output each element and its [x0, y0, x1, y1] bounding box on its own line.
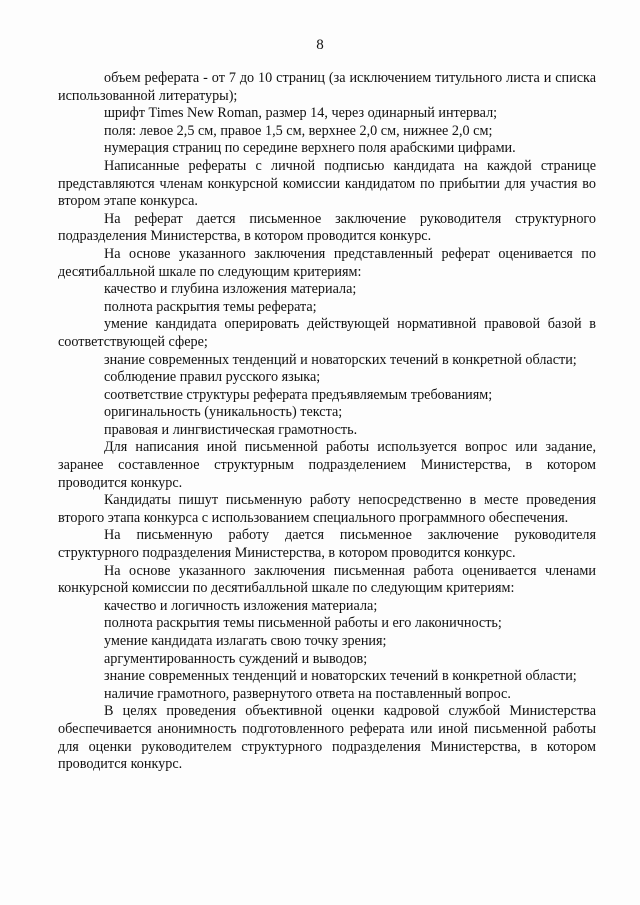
paragraph: На реферат дается письменное заключение руководителя структурного подразделения Министерства, в котором проводится конкурс. — [58, 210, 596, 245]
paragraph: правовая и лингвистическая грамотность. — [104, 421, 358, 438]
paragraph: оригинальность (уникальность) текста; — [104, 404, 343, 421]
paragraph: аргументированность суждений и выводов; — [104, 650, 368, 667]
paragraph: качество и логичность изложения материала; — [104, 597, 378, 614]
paragraph: Для написания иной письменной работы используется вопрос или задание, заранее составленное структурным подразделением Министерства, в котором проводится конкурс. — [58, 439, 596, 491]
paragraph: наличие грамотного, развернутого ответа на поставленный вопрос. — [104, 685, 511, 702]
page-number: 8 — [316, 37, 324, 53]
paragraph: шрифт Times New Roman, размер 14, через одинарный интервал; — [104, 105, 498, 122]
paragraph: На основе указанного заключения представленный реферат оценивается по десятибалльной шкале по следующим критериям: — [58, 245, 596, 280]
paragraph: В целях проведения объективной оценки кадровой службой Министерства обеспечивается анонимность подготовленного реферата или иной письменной работы для оценки руководителем структурного подразделения Министерства, в котором проводится конкурс. — [58, 703, 596, 773]
paragraph: нумерация страниц по середине верхнего поля арабскими цифрами. — [104, 140, 516, 157]
paragraph: умение кандидата оперировать действующей нормативной правовой базой в соответствующей сфере; — [58, 316, 596, 350]
paragraph: умение кандидата излагать свою точку зрения; — [104, 633, 387, 649]
paragraph: полнота раскрытия темы реферата; — [104, 298, 317, 315]
paragraph: знание современных тенденций и новаторских течений в конкретной области; — [104, 668, 577, 685]
document-body — [58, 70, 596, 774]
paragraph: соответствие структуры реферата предъявляемым требованиям; — [104, 386, 493, 403]
paragraph: качество и глубина изложения материала; — [104, 281, 357, 298]
paragraph: знание современных тенденций и новаторских течений в конкретной области; — [104, 351, 577, 368]
paragraph: соблюдение правил русского языка; — [104, 369, 321, 386]
paragraph: объем реферата - от 7 до 10 страниц (за исключением титульного листа и списка использованной литературы); — [58, 70, 596, 104]
paragraph: полнота раскрытия темы письменной работы и его лаконичность; — [104, 615, 502, 632]
paragraph: Кандидаты пишут письменную работу непосредственно в месте проведения второго этапа конкурса с использованием специального программного обеспечения. — [58, 492, 596, 526]
paragraph: поля: левое 2,5 см, правое 1,5 см, верхнее 2,0 см, нижнее 2,0 см; — [104, 122, 493, 139]
paragraph: Написанные рефераты с личной подписью кандидата на каждой странице представляются членам конкурсной комиссии кандидатом по прибытии для участия во втором этапе конкурса. — [58, 157, 596, 210]
paragraph: На основе указанного заключения письменная работа оценивается членами конкурсной комиссии по десятибалльной шкале по следующим критериям: — [58, 562, 596, 597]
paragraph: На письменную работу дается письменное заключение руководителя структурного подразделения Министерства, в котором проводится конкурс. — [58, 527, 596, 562]
